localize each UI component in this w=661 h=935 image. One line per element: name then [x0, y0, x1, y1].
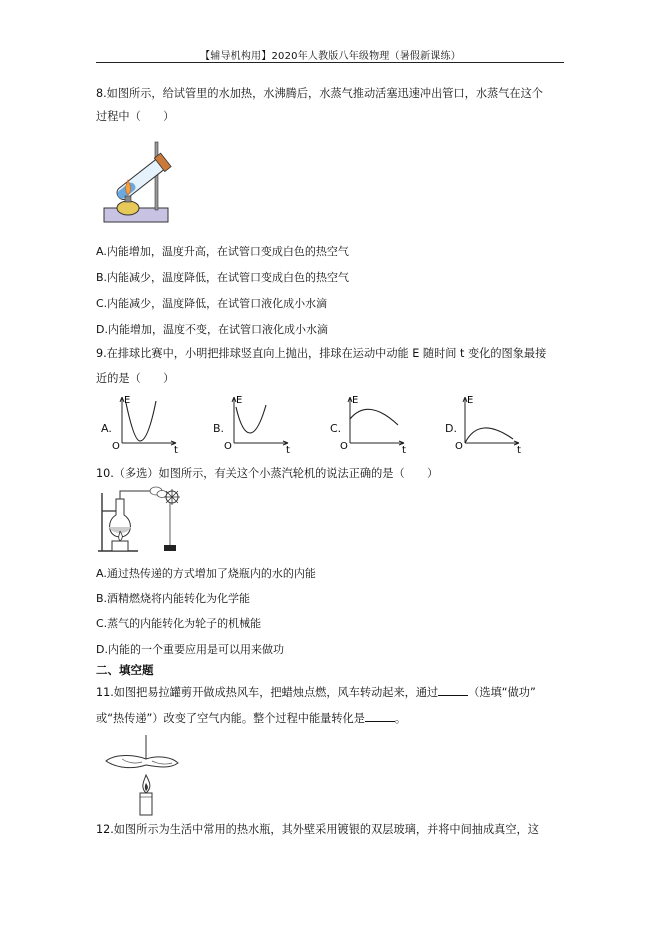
q11-blank-2[interactable] [365, 711, 395, 722]
q10-stem-line1: 10.（多选）如图所示，有关这个小蒸汽轮机的说法正确的是（ ） [96, 467, 439, 480]
q9-graph-d-x-label: t [517, 445, 521, 456]
q11-line1-text-b: （选填“做功” [468, 686, 536, 699]
q9-graph-d-y-label: E [467, 395, 474, 406]
q8-stem-line2: 过程中（ ） [96, 110, 175, 123]
q10-option-c: C.蒸气的内能转化为轮子的机械能 [96, 617, 262, 630]
test-tube-apparatus-figure [100, 138, 195, 230]
header-divider [96, 62, 564, 63]
q10-option-a: A.通过热传递的方式增加了烧瓶内的水的内能 [96, 567, 316, 580]
q9-graph-b-origin: O [224, 441, 232, 452]
q9-graph-a-x-label: t [174, 445, 178, 456]
q8-option-d: D.内能增加，温度不变，在试管口液化成小水滴 [96, 323, 328, 336]
page-header: 【辅导机构用】2020年人教版八年级物理（暑假新课练） [200, 51, 461, 62]
q10-option-b: B.酒精燃烧将内能转化为化学能 [96, 592, 251, 605]
q11-stem-line2 [96, 711, 406, 726]
q10-option-d: D.内能的一个重要应用是可以用来做功 [96, 643, 284, 656]
section-title-fill-in: 二、填空题 [96, 663, 154, 677]
q8-stem-line1: 8.如图所示，给试管里的水加热，水沸腾后，水蒸气推动活塞迅速冲出管口，水蒸气在这个 [96, 87, 543, 100]
q9-graph-d-label: D. [445, 422, 457, 435]
q11-line1-text-a: 11.如图把易拉罐剪开做成热风车，把蜡烛点燃，风车转动起来，通过 [96, 686, 439, 699]
q12-stem-line1: 12.如图所示为生活中常用的热水瓶，其外壁采用镀银的双层玻璃，并将中间抽成真空，这 [96, 823, 539, 836]
q8-option-a: A.内能增加，温度升高，在试管口变成白色的热空气 [96, 245, 349, 258]
q11-line2-text-b: 。 [394, 712, 407, 725]
q9-graph-d-origin: O [455, 441, 463, 452]
q9-graph-d [455, 393, 527, 456]
pinwheel-candle-figure [102, 735, 182, 817]
q9-graph-b-x-label: t [286, 445, 290, 456]
q11-line2-text-a: 或“热传递”）改变了空气内能。整个过程中能量转化是 [96, 712, 365, 725]
q9-graph-c-label: C. [330, 422, 342, 435]
q8-option-b: B.内能减少，温度降低，在试管口变成白色的热空气 [96, 271, 350, 284]
q9-graph-a [112, 393, 184, 456]
q9-graph-b-label: B. [213, 422, 225, 435]
q9-graph-c-x-label: t [402, 445, 406, 456]
q8-option-c: C.内能减少，温度降低，在试管口液化成小水滴 [96, 297, 328, 310]
q9-stem-line1: 9.在排球比赛中，小明把排球竖直向上抛出，排球在运动中动能 E 随时间 t 变化的图象最接 [96, 347, 547, 360]
q9-stem-line2: 近的是（ ） [96, 372, 175, 385]
q11-stem-line1 [96, 685, 536, 700]
steam-turbine-figure [98, 485, 188, 555]
q9-graph-a-y-label: E [124, 395, 131, 406]
q9-graph-c-y-label: E [352, 395, 359, 406]
q9-graph-c [340, 393, 412, 456]
q9-graph-b-y-label: E [236, 395, 243, 406]
q9-graph-c-origin: O [340, 441, 348, 452]
q9-graph-a-origin: O [112, 441, 120, 452]
q9-graph-a-label: A. [101, 422, 112, 435]
q9-graph-b [224, 393, 296, 456]
q11-blank-1[interactable] [438, 685, 468, 696]
